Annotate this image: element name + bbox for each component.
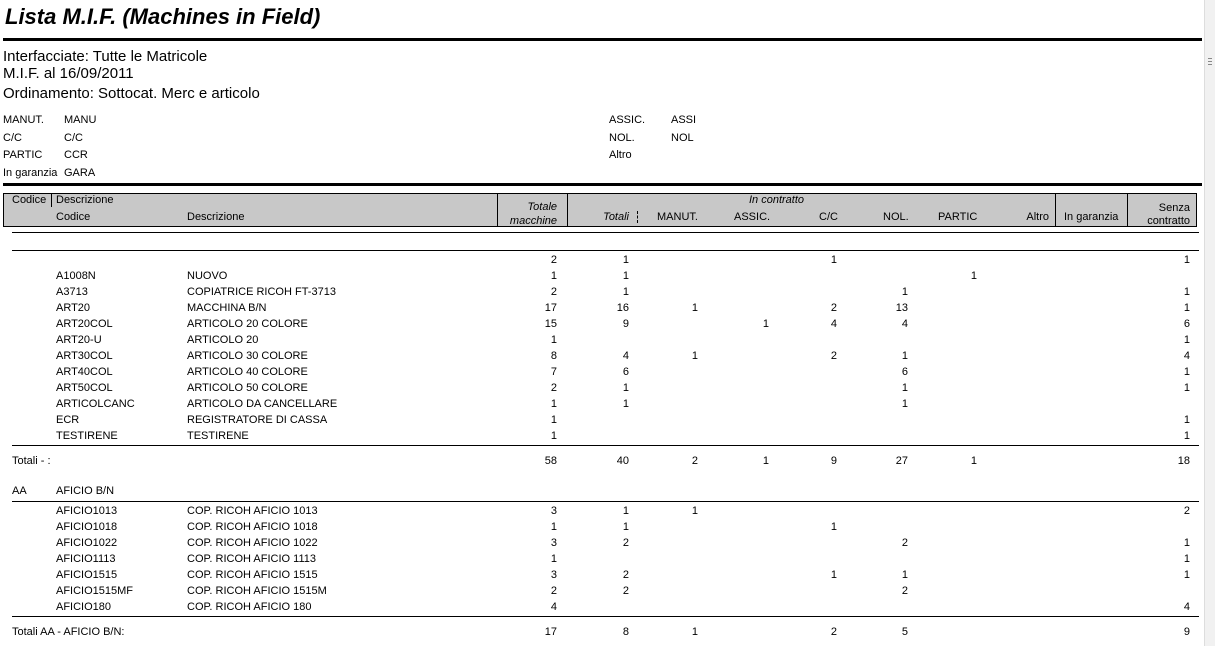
- row-nol: 4: [901, 318, 908, 330]
- table-header: [3, 193, 1197, 227]
- row-tot: 1: [550, 521, 557, 533]
- total-label: Totali AA - AFICIO B/N:: [12, 626, 125, 638]
- total-cc: 2: [830, 626, 837, 638]
- row-totali: 1: [622, 270, 629, 282]
- header-partic: PARTIC: [938, 211, 978, 223]
- row-partic: 1: [970, 270, 977, 282]
- header-sep: [497, 193, 498, 227]
- legend-value-nol: NOL: [671, 132, 694, 144]
- row-nol: 13: [895, 302, 908, 314]
- row-manut: 1: [691, 302, 698, 314]
- row-totali: 2: [622, 569, 629, 581]
- legend-value-garanzia: GARA: [64, 167, 96, 179]
- row-senza: 4: [1183, 350, 1190, 362]
- row-senza: 1: [1183, 254, 1190, 266]
- header-altro: Altro: [1026, 211, 1049, 223]
- row-tot: 1: [550, 414, 557, 426]
- row-nol: 1: [901, 286, 908, 298]
- row-nol: 2: [901, 537, 908, 549]
- total-label: Totali - :: [12, 455, 51, 467]
- header-codice: Codice: [12, 194, 47, 206]
- total-partic: 1: [970, 455, 977, 467]
- legend-code-assic: ASSIC.: [609, 114, 646, 126]
- row-tot: 2: [550, 382, 557, 394]
- row-manut: 1: [691, 350, 698, 362]
- row-nol: 2: [901, 585, 908, 597]
- group-rule: [12, 250, 1199, 251]
- row-tot: 7: [550, 366, 557, 378]
- row-totali: 1: [622, 398, 629, 410]
- header-assic: ASSIC.: [734, 211, 771, 223]
- row-codice: AFICIO1113: [56, 553, 116, 565]
- row-codice: AFICIO180: [56, 601, 112, 613]
- title-rule: [3, 38, 1202, 41]
- legend-code-garanzia: In garanzia: [3, 167, 58, 179]
- row-tot: 15: [544, 318, 557, 330]
- total-senza: 9: [1183, 626, 1190, 638]
- row-senza: 1: [1183, 537, 1190, 549]
- row-cc: 1: [830, 521, 837, 533]
- legend-code-partic: PARTIC: [3, 149, 43, 161]
- row-senza: 1: [1183, 430, 1190, 442]
- legend-value-assic: ASSI: [671, 114, 697, 126]
- row-cc: 1: [830, 254, 837, 266]
- row-descrizione: MACCHINA B/N: [187, 302, 267, 314]
- row-tot: 1: [550, 430, 557, 442]
- row-senza: 1: [1183, 414, 1190, 426]
- total-rule: [12, 616, 1199, 617]
- header-contratto: contratto: [1147, 215, 1190, 227]
- total-tot: 17: [544, 626, 557, 638]
- row-codice: ECR: [56, 414, 80, 426]
- row-totali: 1: [622, 521, 629, 533]
- row-codice: ART20COL: [56, 318, 113, 330]
- header-sep: [1055, 193, 1056, 227]
- total-senza: 18: [1177, 455, 1190, 467]
- row-tot: 1: [550, 553, 557, 565]
- row-codice: ART50COL: [56, 382, 113, 394]
- report-title: Lista M.I.F. (Machines in Field): [5, 4, 321, 29]
- header-cc: C/C: [819, 211, 838, 223]
- header-descrizione: Descrizione: [56, 194, 114, 206]
- row-nol: 6: [901, 366, 908, 378]
- row-descrizione: TESTIRENE: [187, 430, 249, 442]
- row-codice: ARTICOLCANC: [56, 398, 135, 410]
- row-codice: ART40COL: [56, 366, 113, 378]
- legend-value-cc: C/C: [64, 132, 83, 144]
- vertical-scrollbar[interactable]: [1204, 0, 1215, 646]
- total-manut: 2: [691, 455, 698, 467]
- row-cc: 2: [830, 302, 837, 314]
- row-totali: 16: [616, 302, 629, 314]
- row-tot: 2: [550, 254, 557, 266]
- header-macchine: macchine: [509, 215, 557, 227]
- row-descrizione: COPIATRICE RICOH FT-3713: [187, 286, 336, 298]
- row-nol: 1: [901, 569, 908, 581]
- legend-code-cc: C/C: [3, 132, 22, 144]
- header-sep: [637, 211, 639, 223]
- row-codice: AFICIO1013: [56, 505, 118, 517]
- row-totali: 1: [622, 286, 629, 298]
- header-in-garanzia: In garanzia: [1064, 211, 1119, 223]
- row-senza: 1: [1183, 553, 1190, 565]
- row-codice: TESTIRENE: [56, 430, 118, 442]
- row-descrizione: ARTICOLO 50 COLORE: [187, 382, 308, 394]
- scrollbar-grip[interactable]: [1208, 61, 1212, 62]
- row-cc: 1: [830, 569, 837, 581]
- row-descrizione: ARTICOLO 20: [187, 334, 259, 346]
- row-descrizione: COP. RICOH AFICIO 1018: [187, 521, 318, 533]
- row-senza: 1: [1183, 302, 1190, 314]
- row-senza: 1: [1183, 286, 1190, 298]
- meta-mif-date: M.I.F. al 16/09/2011: [3, 65, 134, 82]
- legend-value-partic: CCR: [64, 149, 88, 161]
- row-codice: A3713: [56, 286, 88, 298]
- group-code: AA: [12, 485, 27, 497]
- row-nol: 1: [901, 398, 908, 410]
- total-nol: 5: [901, 626, 908, 638]
- row-tot: 3: [550, 505, 557, 517]
- row-descrizione: COP. RICOH AFICIO 1113: [187, 553, 316, 565]
- row-senza: 2: [1183, 505, 1190, 517]
- legend-rule: [3, 183, 1202, 186]
- legend-value-manut: MANU: [64, 114, 97, 126]
- header-in-contratto: In contratto: [749, 194, 805, 206]
- row-codice: AFICIO1018: [56, 521, 118, 533]
- legend-code-nol: NOL.: [609, 132, 635, 144]
- row-senza: 1: [1183, 366, 1190, 378]
- header-sep: [1127, 193, 1128, 227]
- row-tot: 1: [550, 270, 557, 282]
- row-tot: 2: [550, 585, 557, 597]
- row-descrizione: COP. RICOH AFICIO 180: [187, 601, 312, 613]
- row-descrizione: ARTICOLO DA CANCELLARE: [187, 398, 338, 410]
- row-senza: 6: [1183, 318, 1190, 330]
- row-descrizione: NUOVO: [187, 270, 228, 282]
- row-tot: 3: [550, 537, 557, 549]
- row-nol: 1: [901, 382, 908, 394]
- row-totali: 2: [622, 537, 629, 549]
- meta-ordinamento: Ordinamento: Sottocat. Merc e articolo: [3, 85, 260, 102]
- row-totali: 1: [622, 254, 629, 266]
- meta-interfacciate: Interfacciate: Tutte le Matricole: [3, 48, 208, 65]
- row-totali: 1: [622, 505, 629, 517]
- row-descrizione: ARTICOLO 30 COLORE: [187, 350, 308, 362]
- row-senza: 1: [1183, 334, 1190, 346]
- row-totali: 2: [622, 585, 629, 597]
- row-tot: 1: [550, 334, 557, 346]
- row-totali: 9: [622, 318, 629, 330]
- total-manut: 1: [691, 626, 698, 638]
- row-senza: 4: [1183, 601, 1190, 613]
- row-tot: 17: [544, 302, 557, 314]
- row-codice: ART20: [56, 302, 91, 314]
- legend-code-manut: MANUT.: [3, 114, 44, 126]
- row-tot: 4: [550, 601, 557, 613]
- row-totali: 6: [622, 366, 629, 378]
- row-descrizione: COP. RICOH AFICIO 1013: [187, 505, 318, 517]
- header-sub-descrizione: Descrizione: [187, 211, 245, 223]
- row-senza: 1: [1183, 569, 1190, 581]
- row-assic: 1: [762, 318, 769, 330]
- header-sep: [51, 193, 52, 207]
- row-descrizione: COP. RICOH AFICIO 1022: [187, 537, 318, 549]
- header-sub-codice: Codice: [56, 211, 91, 223]
- row-manut: 1: [691, 505, 698, 517]
- legend-code-altro: Altro: [609, 149, 632, 161]
- group-rule: [12, 501, 1199, 502]
- row-nol: 1: [901, 350, 908, 362]
- row-codice: AFICIO1515: [56, 569, 118, 581]
- total-cc: 9: [830, 455, 837, 467]
- row-tot: 8: [550, 350, 557, 362]
- row-totali: 4: [622, 350, 629, 362]
- header-totali: Totali: [603, 211, 629, 223]
- row-codice: AFICIO1022: [56, 537, 118, 549]
- total-totali: 8: [622, 626, 629, 638]
- row-tot: 3: [550, 569, 557, 581]
- scrollbar-grip[interactable]: [1208, 64, 1212, 65]
- row-descrizione: COP. RICOH AFICIO 1515: [187, 569, 318, 581]
- row-codice: ART30COL: [56, 350, 113, 362]
- header-nol: NOL.: [883, 211, 909, 223]
- total-totali: 40: [616, 455, 629, 467]
- row-descrizione: ARTICOLO 20 COLORE: [187, 318, 308, 330]
- total-nol: 27: [895, 455, 908, 467]
- total-assic: 1: [762, 455, 769, 467]
- row-descrizione: COP. RICOH AFICIO 1515M: [187, 585, 327, 597]
- row-cc: 2: [830, 350, 837, 362]
- header-manut: MANUT.: [657, 211, 698, 223]
- row-senza: 1: [1183, 382, 1190, 394]
- header-under-rule: [12, 232, 1199, 233]
- total-tot: 58: [544, 455, 557, 467]
- row-codice: AFICIO1515MF: [56, 585, 134, 597]
- total-rule: [12, 445, 1199, 446]
- header-sep: [567, 193, 568, 227]
- row-tot: 1: [550, 398, 557, 410]
- header-totale: Totale: [527, 201, 557, 213]
- header-senza: Senza: [1158, 202, 1190, 214]
- row-tot: 2: [550, 286, 557, 298]
- row-codice: A1008N: [56, 270, 96, 282]
- row-cc: 4: [830, 318, 837, 330]
- scrollbar-grip[interactable]: [1208, 58, 1212, 59]
- row-totali: 1: [622, 382, 629, 394]
- row-codice: ART20-U: [56, 334, 102, 346]
- group-name: AFICIO B/N: [56, 485, 115, 497]
- row-descrizione: ARTICOLO 40 COLORE: [187, 366, 308, 378]
- row-descrizione: REGISTRATORE DI CASSA: [187, 414, 328, 426]
